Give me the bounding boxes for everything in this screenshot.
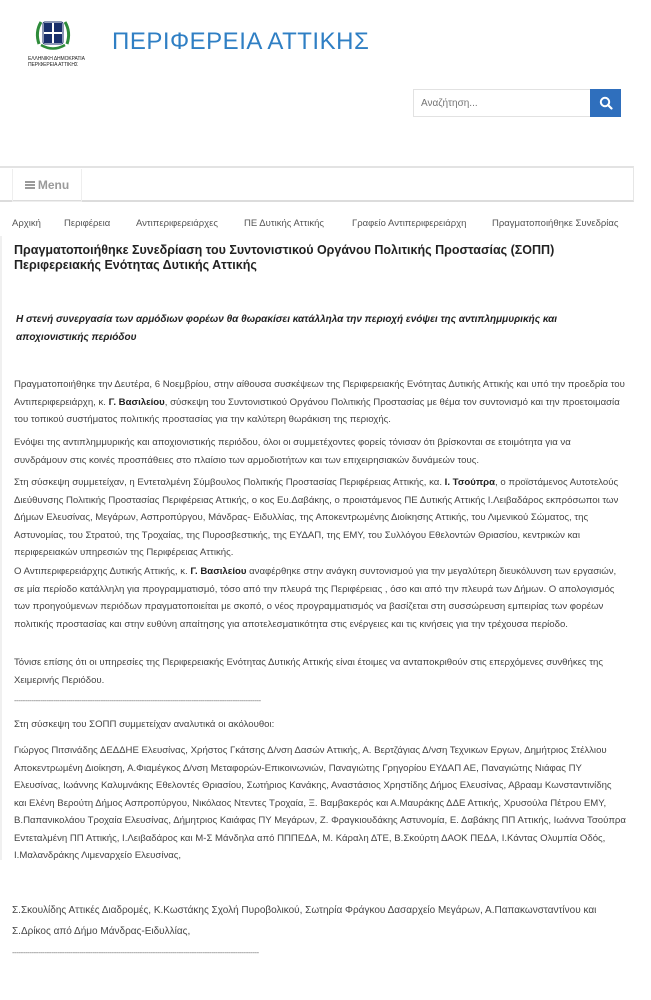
main-nav-bar [0,166,634,202]
breadcrumb [0,218,651,234]
breadcrumb-item-west-attica[interactable]: ΠΕ Δυτικής Αττικής [244,218,325,229]
article-content [0,236,634,860]
article-paragraph-3: Στη σύσκεψη συμμετείχαν, η Εντεταλμένη Σύμβουλος Πολιτικής Προστασίας Περιφέρειας Αττικής, κα. Ι. Τσούπρα, ο προϊστάμενος Αυτοτελούς Διεύθυνσης Πολιτικής Προστασίας Περιφέρειας Αττικής, ο κος Ευ.Δαβάκης, ο προιστάμενος ΠΕ Δυτικής Αττικής Ι.Λειβαδάρος εκπρόσωποι των Δήμων Ελευσίνας, Μεγάρων, Ασπροπύργου, Μάνδρας- Ειδυλλίας, της Αποκεντρωμένης Διοίκησης Αττικής, του Λιμενικού Σώματος, της Αστυνομίας, του Στρατού, της Τροχαίας, της Πυροσβεστικής, της ΕΥΔΑΠ, της ΕΜΥ, του Συλλόγου Εθελοντών Θριασίου, κεντρικών και περιφερειακών υπηρεσιών της Περιφέρειας Αττικής. [14,477,619,558]
logo-title: ΠΕΡΙΦΕΡΕΙΑ ΑΤΤΙΚΗΣ [112,28,370,55]
participants-list-continued: Σ.Σκουλίδης Αττικές Διαδρομές, Κ.Κωστάκης Σχολή Πυροβολικού, Σωτηρία Φράγκου Δασαρχείο Μεγάρων, Α.Παπακωνσταντίνου και Σ.Δρίκος από Δήμο Μάνδρας-Ειδυλλίας, [12,905,597,937]
search-icon [599,96,613,110]
article-lead: Η στενή συνεργασία των αρμόδιων φορέων θα θωρακίσει κατάλληλα την περιοχή ενόψει της αντιπλημμυρικής και αποχιονιστικής περιόδου [16,314,558,343]
article-paragraph-2: Ενόψει της αντιπλημμυρικής και αποχιονιστικής περιόδου, όλοι οι συμμετέχοντες φορείς τόνισαν ότι βρίσκονται σε ετοιμότητα για να συνδράμουν στις κοινές προσπάθειες στο πλαίσιο των αρμοδιοτήτων και των επιχειρησιακών δυνάμεών τους. [14,437,571,466]
hamburger-icon [25,181,35,189]
menu-toggle-button[interactable] [12,169,82,202]
site-logo[interactable] [28,14,370,68]
site-header [0,0,651,160]
breadcrumb-item-deputy-governors[interactable]: Αντιπεριφερειάρχες [136,218,218,229]
article-paragraph-5: Τόνισε επίσης ότι οι υπηρεσίες της Περιφερειακής Ενότητας Δυτικής Αττικής είναι έτοιμες να ανταποκριθούν στις επερχόμενες συνθήκες της Χειμερινής Περιόδου. [14,657,603,686]
article-title: Πραγματοποιήθηκε Συνεδρίαση του Συντονιστικού Οργάνου Πολιτικής Προστασίας (ΣΟΠΠ) Περιφερειακής Ενότητας Δυτικής Αττικής [14,243,555,272]
separator-line: ------------------------------------------------------------------------------------------------------------------ [14,696,261,705]
breadcrumb-item-current: Πραγματοποιήθηκε Συνεδρίας [492,218,619,229]
search-input[interactable] [413,89,590,117]
article-paragraph-4: Ο Αντιπεριφερειάρχης Δυτικής Αττικής, κ. Γ. Βασιλείου αναφέρθηκε στην ανάγκη συντονισμού για την μεγαλύτερη διευκόλυνση των εργασιών, σε μία περίοδο κατάλληλη για προγραμματισμό, τόσο από την πλευρά της Περιφέρειας , όσο και από την πλευρά των Δήμων. Ο απολογισμός των προηγούμενων περιόδων πραγματοποιείται με σκοπό, ο νέος προγραμματισμός να βασίζεται στη συσσώρευση εμπειρίας των φορέων πολιτικής προστασίας και στην ευθύνη απαίτησης για αποτελεσματικότητα στις ενέργειες και τις κινήσεις για την τρέχουσα περίοδο. [14,566,617,630]
participants-list: Γιώργος Πιτσινάδης ΔΕΔΔΗΕ Ελευσίνας, Χρήστος Γκάτσης Δ/νση Δασών Αττικής, Α. Βερτζάγιας Δ/νση Τεχνικων Εργων, Δημήτριος Στέλλιου Αποκεντρωμένη Διοίκηση, Α.Φιαμέγκος Δ/νση Μεταφορών-Επικοινωνιών, Παναγιώτης Γρηγορίου ΕΥΔΑΠ ΑΕ, Παναγιώτης Νιάφας ΠΥ Ελευσίνας, Ιωάννης Καλυμνάκης Εθελοντές Θριασίου, Σωτήριος Κανάκης, Αναστάσιος Χρηστίδης Δήμος Ελευσίνας, Αβρααμ Κωνσταντινίδης και Ελένη Βερούτη Δήμος Ασπροπύργου, Νικόλαος Ντεντες Τροχαία, Ξ. Βαμβακερός και Α.Μαυράκης ΔΔΕ Αττικής, Χρυσούλα Πέτρου ΕΜΥ, Β.Παπανικολάου Τροχαία Ελευσίνας, Δήμητριος Καιάφας ΠΥ Μεγάρων, Ζ. Φραγκιουδάκης Αστυνομία, Ε. Δαβάκης ΠΠ Αττικής, Ιωάννα Τσούπρα Εντεταλμένη ΠΠ Αττικής, Ι.Λειβαδάρος και Μ-Σ Μάνδηλα από ΠΠΠΕΔΑ, Μ. Κάραλη ΔΤΕ, Β.Σκούρτη ΔΑΟΚ ΠΕΔΑ, Ι.Κάντας Ολυμπία Οδός, Ι.Μαλανδράκης Λιμεναρχείο Ελευσίνας, [14,745,626,861]
breadcrumb-item-home[interactable]: Αρχική [12,218,41,229]
breadcrumb-item-region[interactable]: Περιφέρεια [64,218,111,229]
article-paragraph-6: Στη σύσκεψη του ΣΟΠΠ συμμετείχαν αναλυτικά οι ακόλουθοι: [14,719,275,730]
article-paragraph-1: Πραγματοποιήθηκε την Δευτέρα, 6 Νοεμβρίου, στην αίθουσα συσκέψεων της Περιφερειακής Ενότητας Δυτικής Αττικής και υπό την προεδρία του Αντιπεριφερειάρχη, κ. Γ. Βασιλείου, σύσκεψη του Συντονιστικού Οργάνου Πολιτικής Προστασίας με θέμα τον συντονισμό και την προετοιμασία του τοπικού συστήματος πολιτικής προστασίας για την καλύτερη θωράκιση της περιοχής. [14,379,625,425]
search-button[interactable] [590,89,621,117]
menu-label: Menu [37,178,70,192]
breadcrumb-item-deputy-office[interactable]: Γραφείο Αντιπεριφερειάρχη [352,218,467,229]
search-form [413,89,621,117]
emblem-caption: ΕΛΛΗΝΙΚΗ ΔΗΜΟΚΡΑΤΙΑ ΠΕΡΙΦΕΡΕΙΑ ΑΤΤΙΚΗΣ [28,56,85,68]
greek-emblem-icon [28,14,85,68]
separator-line-bottom: ------------------------------------------------------------------------------------------------------------------ [12,948,259,957]
